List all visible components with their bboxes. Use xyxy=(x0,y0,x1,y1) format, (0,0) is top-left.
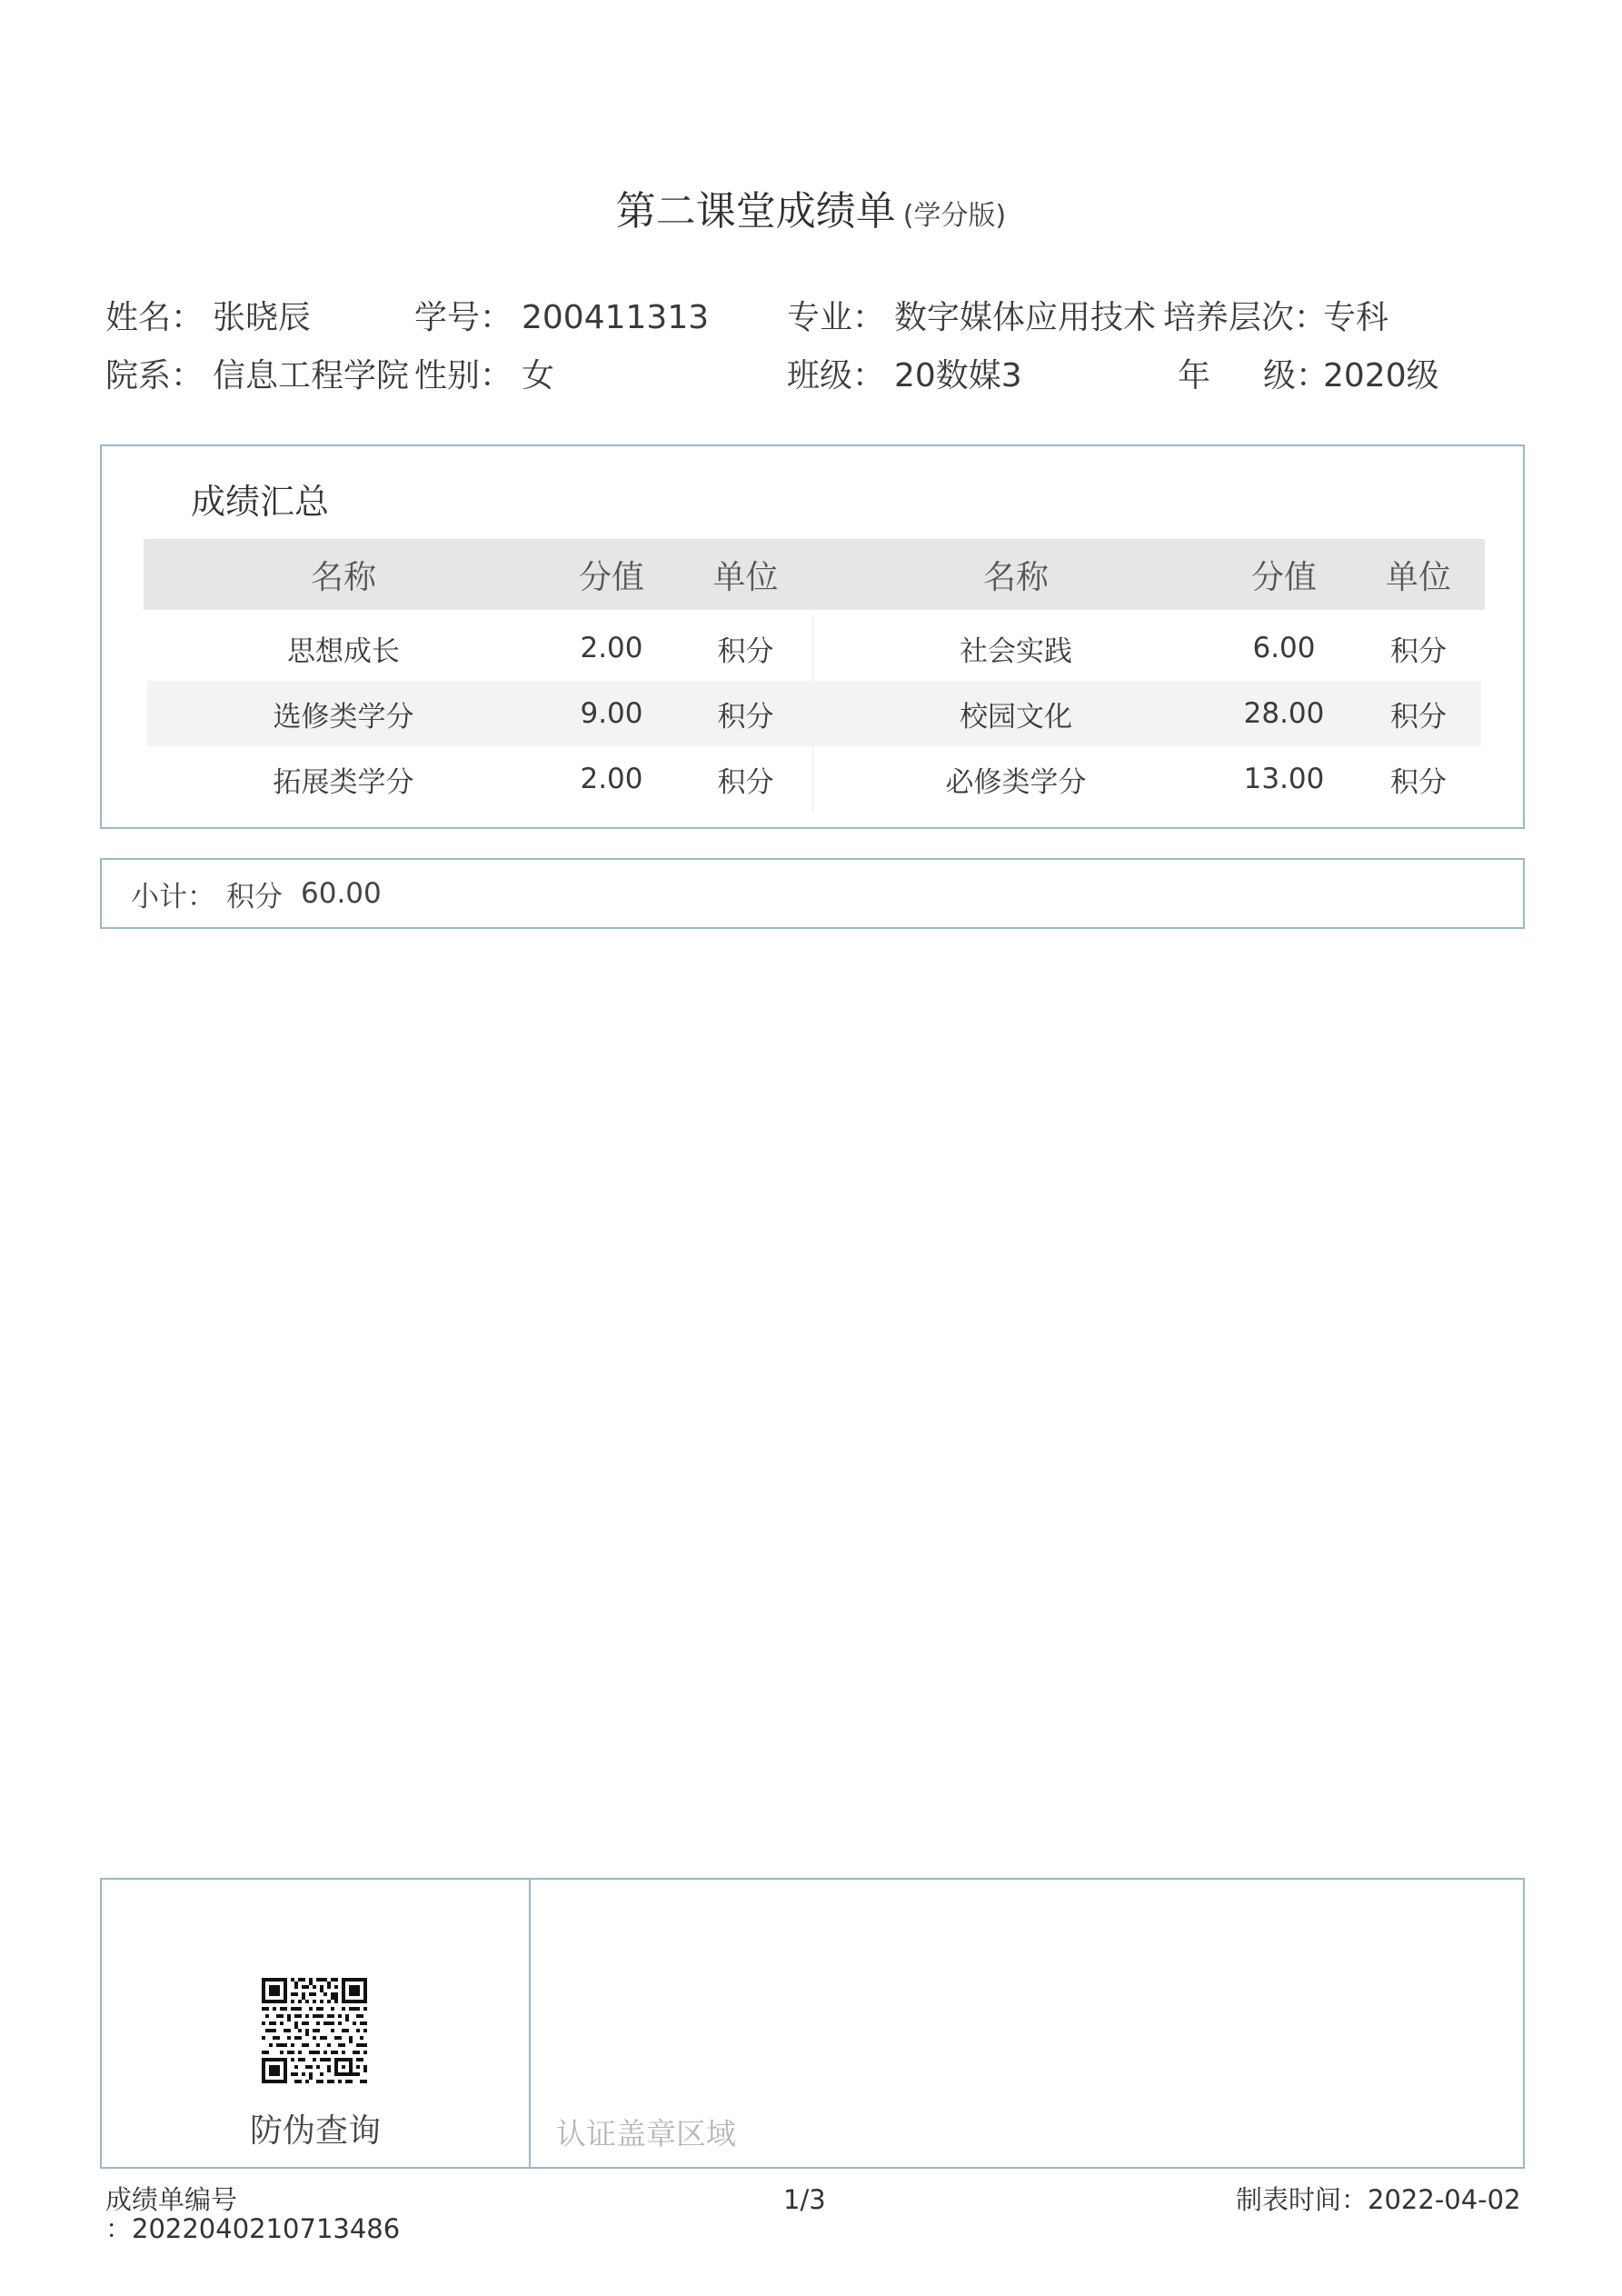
anti-counterfeit-label: 防伪查询 xyxy=(249,2112,381,2150)
subtotal-value: 60.00 xyxy=(301,877,382,910)
row-2-score-2: 28.00 xyxy=(1243,697,1325,730)
row-3-score-2: 13.00 xyxy=(1243,763,1325,795)
generated-date xyxy=(1236,2185,1521,2214)
header-name-2: 名称 xyxy=(982,558,1049,596)
student-id: 200411313 xyxy=(522,299,710,336)
dept-value: 信息工程学院 xyxy=(213,357,410,394)
table-row xyxy=(144,746,1485,812)
seal-area-label: 认证盖章区域 xyxy=(556,2116,736,2151)
summary-heading: 成绩汇总 xyxy=(191,482,330,522)
row-1-name-2: 社会实践 xyxy=(960,634,1072,668)
column-divider xyxy=(812,746,813,812)
subtotal-unit: 积分 xyxy=(226,880,283,913)
major-label: 专业： xyxy=(787,299,886,336)
summary-panel xyxy=(100,444,1525,829)
document-title xyxy=(0,178,1622,236)
row-1-unit-1: 积分 xyxy=(717,634,774,668)
major-value: 数字媒体应用技术 xyxy=(894,299,1157,336)
row-2-unit-2: 积分 xyxy=(1390,700,1447,734)
title-subtitle: (学分版) xyxy=(902,200,1007,232)
row-1-score-1: 2.00 xyxy=(580,632,643,664)
name-label: 姓名： xyxy=(105,299,204,336)
gender-label: 性别： xyxy=(414,357,513,394)
dept-label: 院系： xyxy=(105,357,204,394)
verification-panel xyxy=(100,1878,1525,2169)
table-row xyxy=(147,681,1481,746)
row-1-name-1: 思想成长 xyxy=(287,634,400,668)
title-main: 第二课堂成绩单 xyxy=(615,188,896,235)
header-name-1: 名称 xyxy=(310,558,376,596)
subtotal-panel xyxy=(100,858,1525,929)
row-2-score-1: 9.00 xyxy=(580,697,643,730)
grade-label-b: 级： xyxy=(1263,357,1329,394)
row-2-name-2: 校园文化 xyxy=(960,700,1072,734)
class-value: 20数媒3 xyxy=(894,357,1022,394)
summary-table xyxy=(144,539,1485,812)
grade-value: 2020级 xyxy=(1323,357,1439,394)
row-3-unit-1: 积分 xyxy=(717,765,774,799)
row-1-unit-2: 积分 xyxy=(1390,634,1447,668)
grade-label-a: 年 xyxy=(1178,357,1211,394)
level-label: 培养层次： xyxy=(1163,299,1328,336)
gender-value: 女 xyxy=(522,357,555,394)
row-3-name-2: 必修类学分 xyxy=(945,765,1087,799)
row-2-unit-1: 积分 xyxy=(717,700,774,734)
serial-number: ：2022040210713486 xyxy=(105,2213,401,2244)
table-row xyxy=(144,615,1485,681)
header-unit-2: 单位 xyxy=(1385,558,1451,596)
row-1-score-2: 6.00 xyxy=(1252,632,1316,664)
date-label: 制表时间： xyxy=(1236,2184,1368,2215)
header-score-2: 分值 xyxy=(1250,558,1317,596)
header-unit-1: 单位 xyxy=(712,558,779,596)
page-indicator: 1/3 xyxy=(783,2184,826,2215)
row-3-score-1: 2.00 xyxy=(580,763,643,795)
serial-label: 成绩单编号 xyxy=(105,2184,238,2215)
row-3-unit-2: 积分 xyxy=(1390,765,1447,799)
student-name: 张晓辰 xyxy=(213,299,312,336)
row-2-name-1: 选修类学分 xyxy=(273,700,414,734)
level-value: 专科 xyxy=(1323,299,1389,336)
panel-divider xyxy=(529,1880,531,2167)
class-label: 班级： xyxy=(787,357,886,394)
column-divider xyxy=(812,615,813,681)
subtotal-label: 小计： xyxy=(131,880,215,913)
row-3-name-1: 拓展类学分 xyxy=(273,765,414,799)
qr-code-icon[interactable] xyxy=(262,1978,367,2083)
date-value: 2022-04-02 xyxy=(1368,2184,1521,2215)
student-id-label: 学号： xyxy=(414,299,513,336)
header-score-1: 分值 xyxy=(578,558,644,596)
table-header xyxy=(144,539,1485,610)
